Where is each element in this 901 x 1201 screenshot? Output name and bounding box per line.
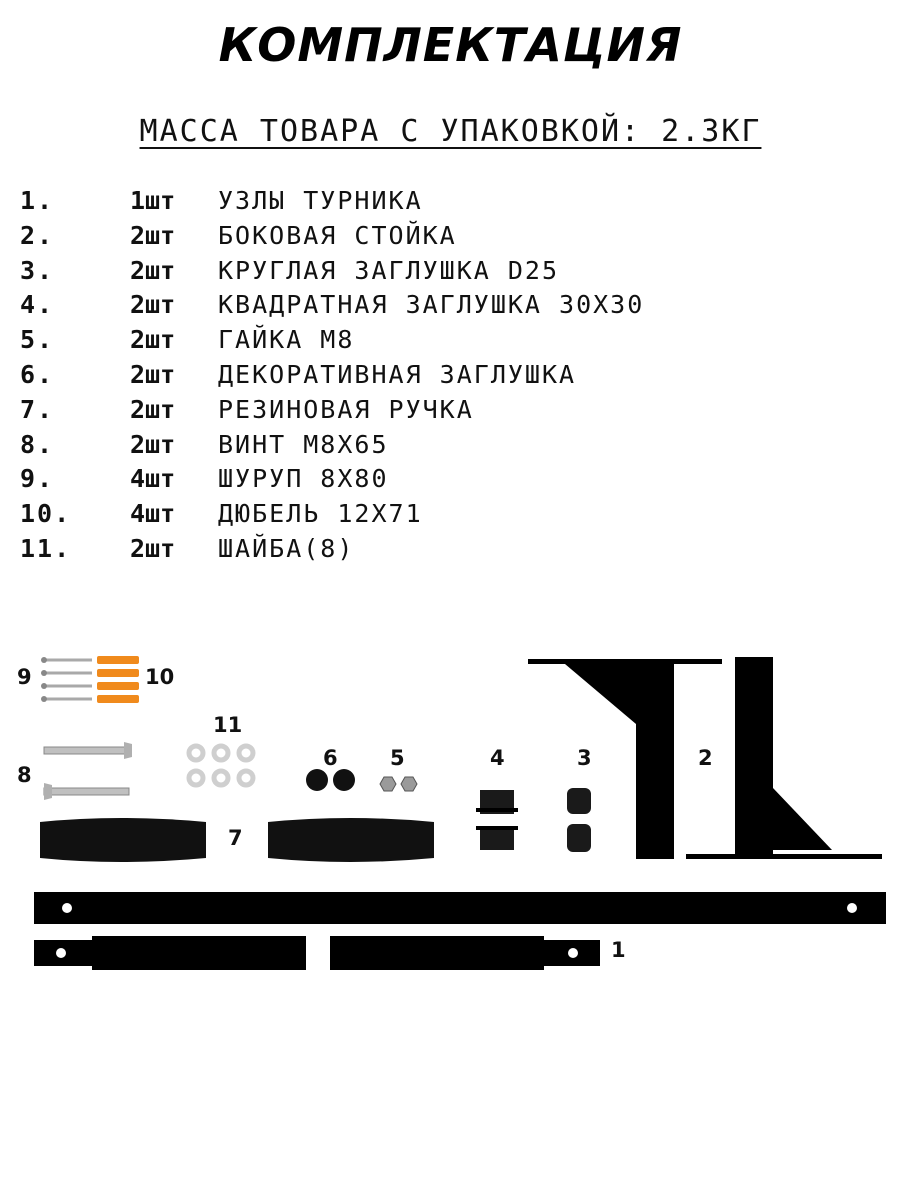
item-number: 6. [20, 359, 55, 389]
item-quantity: 2шт [130, 533, 176, 563]
round-cap-icon [567, 788, 591, 852]
item-number: 11. [20, 533, 72, 563]
square-cap-icon [476, 790, 518, 850]
item-quantity: 2шт [130, 429, 176, 459]
item-quantity: 4шт [130, 499, 176, 529]
nut-icon [380, 777, 417, 791]
item-name: ДЮБЕЛЬ 12Х71 [218, 499, 423, 529]
item-quantity: 2шт [130, 255, 176, 285]
item-number: 4. [20, 290, 55, 320]
part-label-5: 5 [390, 746, 405, 770]
package-weight [0, 114, 901, 149]
item-name: КРУГЛАЯ ЗАГЛУШКА D25 [218, 255, 560, 285]
page-title: КОМПЛЕКТАЦИЯ [218, 18, 683, 72]
part-label-8: 8 [17, 763, 32, 787]
part-label-4: 4 [490, 746, 505, 770]
item-name: КВАДРАТНАЯ ЗАГЛУШКА 30Х30 [218, 290, 645, 320]
item-name: УЗЛЫ ТУРНИКА [218, 186, 423, 215]
part-label-7: 7 [228, 826, 243, 850]
item-name: ДЕКОРАТИВНАЯ ЗАГЛУШКА [218, 359, 577, 389]
item-number: 5. [20, 325, 55, 355]
item-name: ШУРУП 8Х80 [218, 464, 389, 494]
dowel-icon [97, 656, 139, 703]
bar-assembly-icon [34, 892, 886, 970]
bolt-icon [44, 742, 132, 800]
item-name: РЕЗИНОВАЯ РУЧКА [218, 394, 474, 424]
item-quantity: 2шт [130, 394, 176, 424]
item-name: ГАЙКА М8 [218, 325, 355, 355]
part-label-1: 1 [611, 938, 626, 962]
package-weight-text: МАССА ТОВАРА С УПАКОВКОЙ: 2.3КГ [139, 114, 762, 149]
item-number: 3. [20, 255, 55, 285]
screw-icon [41, 657, 92, 702]
part-label-6: 6 [323, 746, 338, 770]
item-quantity: 2шт [130, 290, 176, 320]
item-quantity: 4шт [130, 464, 176, 494]
part-label-2: 2 [698, 746, 713, 770]
item-number: 7. [20, 394, 55, 424]
decorative-cap-icon [306, 769, 355, 791]
item-name: ВИНТ М8Х65 [218, 429, 389, 459]
item-quantity: 2шт [130, 325, 176, 355]
part-label-9: 9 [17, 665, 32, 689]
item-number: 9. [20, 464, 55, 494]
parts-illustration [0, 600, 901, 1000]
washer-icon [189, 746, 253, 785]
item-number: 2. [20, 220, 55, 250]
item-quantity: 2шт [130, 220, 176, 250]
item-quantity: 2шт [130, 359, 176, 389]
item-number: 10. [20, 499, 72, 529]
item-quantity: 1шт [130, 186, 176, 215]
part-label-10: 10 [145, 665, 175, 689]
part-label-11: 11 [213, 713, 243, 737]
item-number: 8. [20, 429, 55, 459]
item-name: БОКОВАЯ СТОЙКА [218, 220, 457, 250]
item-name: ШАЙБА(8) [218, 533, 355, 563]
item-number: 1. [20, 186, 55, 215]
part-label-3: 3 [577, 746, 592, 770]
